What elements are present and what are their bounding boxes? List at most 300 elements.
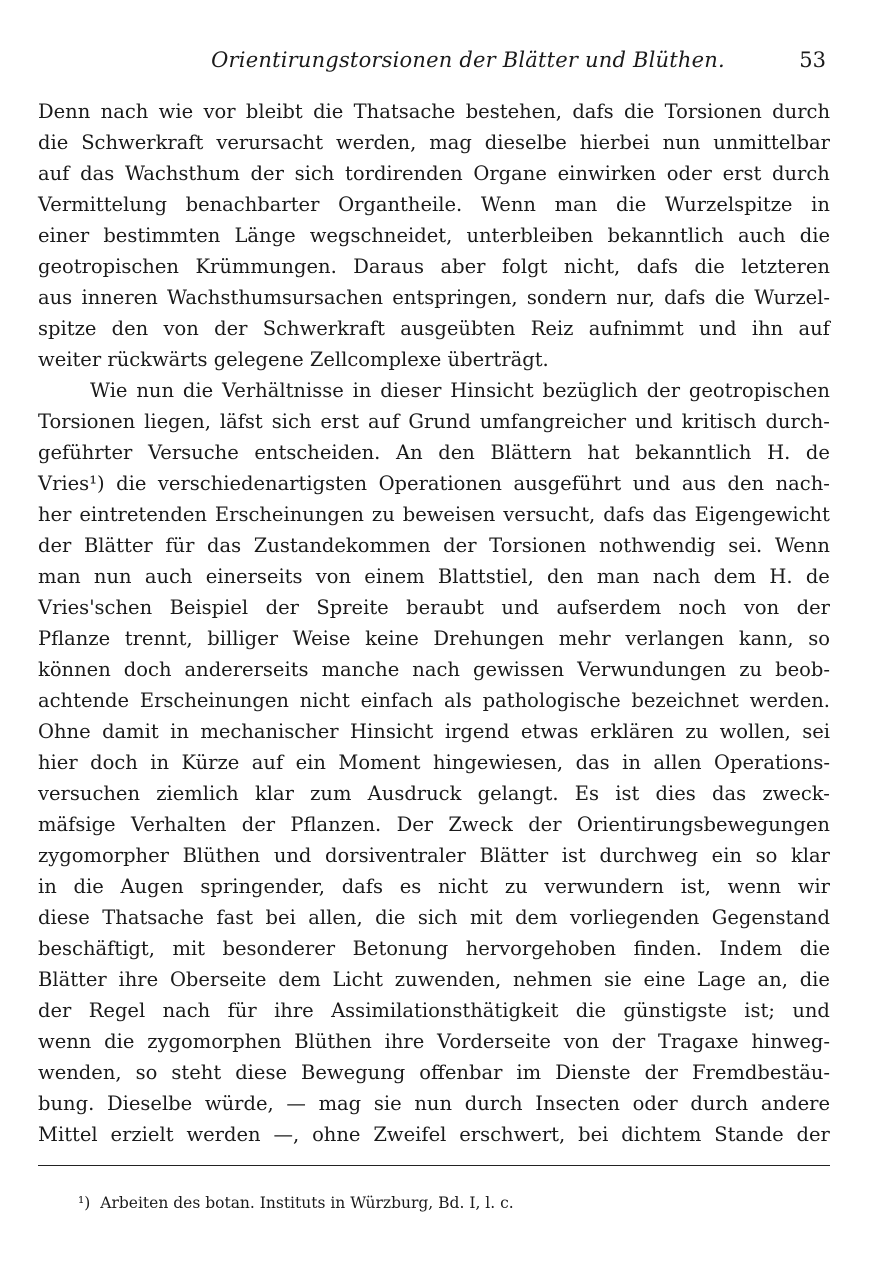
word: Wurzelspitze <box>664 193 793 216</box>
word: hingewiesen, <box>432 751 564 774</box>
text-line <box>38 561 830 592</box>
word: besonderer <box>222 937 336 960</box>
word: Kürze <box>181 751 240 774</box>
word: offenbar <box>419 1061 503 1084</box>
word: bung. <box>38 1092 95 1115</box>
word: zu <box>504 875 528 898</box>
word: Indem <box>719 937 783 960</box>
word: erschwert, <box>459 1123 566 1146</box>
word: manche <box>321 658 400 681</box>
word: dies <box>655 782 696 805</box>
word: Thatsache <box>102 906 204 929</box>
word: hat <box>587 441 620 464</box>
text-line <box>38 1119 830 1150</box>
word: verschiedenartigsten <box>157 472 368 495</box>
text-line <box>38 1026 830 1057</box>
word: hier <box>38 751 78 774</box>
word: sei. <box>728 534 763 557</box>
word: unmittelbar <box>713 131 830 154</box>
word: der <box>611 1030 646 1053</box>
word: aber <box>440 255 486 278</box>
word: einfach <box>360 689 434 712</box>
word: Vorderseite <box>437 1030 551 1053</box>
word: Vermittelung <box>38 193 167 216</box>
word: wollen, <box>719 720 791 743</box>
word: Erscheinungen <box>214 503 364 526</box>
word: die <box>375 906 406 929</box>
word: und <box>632 472 671 495</box>
word: Augen <box>120 875 184 898</box>
text-line <box>38 406 830 437</box>
word: dafs <box>603 503 645 526</box>
word: Blätter <box>479 844 549 867</box>
word: tordirenden <box>345 162 463 185</box>
word: Orientirungsbewegungen <box>576 813 830 836</box>
word: damit <box>102 720 159 743</box>
word: nach- <box>775 472 830 495</box>
word: die <box>38 131 69 154</box>
word: auf <box>368 410 400 433</box>
text-line <box>38 778 830 809</box>
word: eine <box>643 968 686 991</box>
word: Blätter <box>38 968 107 991</box>
word: her <box>38 503 72 526</box>
word: in <box>352 379 372 402</box>
word: auch <box>737 224 786 247</box>
text-line <box>38 747 830 778</box>
word: geotropischen <box>38 255 179 278</box>
word: ist; <box>744 999 775 1022</box>
word: ausgeübten <box>400 317 516 340</box>
word: nach <box>100 100 149 123</box>
word: hervorgehoben <box>465 937 617 960</box>
word: Zweck <box>448 813 513 836</box>
word: die <box>799 968 830 991</box>
word: als <box>444 689 472 712</box>
word: ihre <box>118 968 159 991</box>
word: etwas <box>520 720 579 743</box>
word: so <box>808 627 830 650</box>
word: wenden, <box>38 1061 122 1084</box>
word: dafs <box>664 286 706 309</box>
word: durchweg <box>599 844 699 867</box>
word: auf <box>251 751 284 774</box>
word: Wie <box>90 379 128 402</box>
word: Ohne <box>38 720 91 743</box>
word: Blättern <box>490 441 572 464</box>
word: erst <box>320 410 360 433</box>
word: die <box>615 193 647 216</box>
word: dafs <box>636 255 679 278</box>
word: Wachsthumsursachen <box>167 286 384 309</box>
word: in <box>38 875 57 898</box>
text-line <box>38 654 830 685</box>
text-line <box>38 158 830 189</box>
word: ihn <box>751 317 784 340</box>
word: Verhalten <box>130 813 227 836</box>
word: inneren <box>81 286 158 309</box>
word: Spreite <box>316 596 389 619</box>
word: Mittel <box>38 1123 98 1146</box>
word: keine <box>365 627 419 650</box>
footnote-text: Arbeiten des botan. Instituts in Würzburg, Bd. I, l. c. <box>100 1194 514 1212</box>
word: Ausdruck <box>367 782 462 805</box>
word: ihre <box>384 1030 425 1053</box>
word: durch <box>772 100 830 123</box>
word: überträgt. <box>447 348 549 371</box>
word: sie <box>373 1092 402 1115</box>
word: auch <box>144 565 193 588</box>
word: Operationen <box>378 472 502 495</box>
word: das <box>80 162 115 185</box>
word: erzielt <box>110 1123 174 1146</box>
word: dieser <box>380 379 442 402</box>
word: Operations- <box>714 751 830 774</box>
word: der <box>443 534 477 557</box>
word: die <box>73 875 104 898</box>
footnote <box>78 1192 514 1214</box>
word: Es <box>574 782 600 805</box>
word: den <box>727 472 765 495</box>
word: oder <box>666 162 712 185</box>
word: wegschneidet, <box>309 224 453 247</box>
word: aufnimmt <box>588 317 684 340</box>
word: es <box>399 875 422 898</box>
word: der <box>528 813 562 836</box>
word: und <box>635 410 673 433</box>
word: Dienste <box>555 1061 631 1084</box>
word: Schwerkraft <box>262 317 385 340</box>
word: das <box>575 751 610 774</box>
word: man <box>38 565 81 588</box>
word: Pflanzen. <box>290 813 382 836</box>
word: bekanntlich <box>607 224 724 247</box>
running-header <box>38 48 830 82</box>
text-line <box>38 499 830 530</box>
word: Torsionen <box>664 100 762 123</box>
word: Regel <box>88 999 146 1022</box>
word: für <box>227 999 257 1022</box>
word: Wenn <box>480 193 536 216</box>
word: Weise <box>292 627 351 650</box>
word: fast <box>216 906 254 929</box>
word: — <box>286 1092 306 1115</box>
word: einer <box>38 224 90 247</box>
text-line <box>38 840 830 871</box>
word: sich <box>271 410 312 433</box>
word: nehmen <box>512 968 593 991</box>
word: ist <box>561 844 586 867</box>
word: andere <box>760 1092 830 1115</box>
text-line <box>38 313 830 344</box>
word: bezüglich <box>542 379 638 402</box>
text-line <box>38 623 830 654</box>
word: verlangen <box>625 627 725 650</box>
word: Stande <box>714 1123 784 1146</box>
word: Versuche <box>148 441 239 464</box>
word: kritisch <box>681 410 757 433</box>
word: die <box>575 999 607 1022</box>
word: Blüthen <box>182 844 261 867</box>
word: beraubt <box>406 596 484 619</box>
word: zu <box>739 658 763 681</box>
word: verwundern <box>544 875 664 898</box>
word: der <box>796 1123 830 1146</box>
word: der <box>38 534 72 557</box>
word: für <box>165 534 195 557</box>
text-line <box>38 437 830 468</box>
word: vorliegenden <box>570 906 700 929</box>
word: mäfsige <box>38 813 116 836</box>
word: nothwendig <box>598 534 716 557</box>
word: pathologische <box>482 689 621 712</box>
word: sie <box>603 968 632 991</box>
word: dorsiventraler <box>325 844 466 867</box>
word: trennt, <box>124 627 193 650</box>
word: die <box>116 472 147 495</box>
word: Länge <box>234 224 296 247</box>
word: die <box>694 255 725 278</box>
word: die <box>799 224 830 247</box>
word: der <box>214 317 248 340</box>
word: verursacht <box>216 131 324 154</box>
word: nach <box>412 658 460 681</box>
word: die <box>799 937 830 960</box>
text-line <box>38 282 830 313</box>
word: diese <box>235 1061 288 1084</box>
word: letzteren <box>741 255 830 278</box>
word: zu <box>685 720 709 743</box>
word: kann, <box>738 627 794 650</box>
word: Oberseite <box>169 968 267 991</box>
word: dieselbe <box>484 131 567 154</box>
word: können <box>38 658 111 681</box>
word: nach <box>652 565 701 588</box>
text-line <box>38 902 830 933</box>
word: bestehen, <box>465 100 562 123</box>
word: liegen, <box>144 410 211 433</box>
word: so <box>755 844 778 867</box>
word: Blattstiel, <box>437 565 534 588</box>
word: wenn <box>727 875 782 898</box>
word: springender, <box>200 875 325 898</box>
word: geführter <box>38 441 133 464</box>
word: durch <box>464 1092 523 1115</box>
word: im <box>516 1061 542 1084</box>
text-line <box>38 127 830 158</box>
word: Zustandekommen <box>253 534 431 557</box>
text-line <box>38 375 830 406</box>
word: Vries¹) <box>38 472 105 495</box>
word: Torsionen <box>489 534 587 557</box>
word: Wurzel- <box>754 286 830 309</box>
word: nun <box>93 565 132 588</box>
word: einwirken <box>557 162 657 185</box>
word: Licht <box>332 968 383 991</box>
word: entspringen, <box>392 286 518 309</box>
text-line <box>38 468 830 499</box>
text-line <box>38 1057 830 1088</box>
word: die <box>182 379 214 402</box>
text-line <box>38 933 830 964</box>
page-number: 53 <box>799 48 826 72</box>
word: das <box>712 782 747 805</box>
word: doch <box>123 658 172 681</box>
word: beschäftigt, <box>38 937 155 960</box>
word: Vries'schen <box>38 596 153 619</box>
word: sei <box>802 720 830 743</box>
word: einem <box>364 565 425 588</box>
word: ein <box>295 751 326 774</box>
word: dem <box>515 906 558 929</box>
word: klar <box>254 782 294 805</box>
word: zygomorphen <box>147 1030 282 1053</box>
word: einerseits <box>205 565 303 588</box>
word: ziemlich <box>156 782 239 805</box>
word: beob- <box>775 658 830 681</box>
word: Wenn <box>774 534 830 557</box>
word: mag <box>318 1092 362 1115</box>
word: Reiz <box>530 317 574 340</box>
word: Hinsicht <box>350 720 434 743</box>
word: das <box>207 534 242 557</box>
word: nur, <box>616 286 655 309</box>
word: auf <box>38 162 70 185</box>
word: dafs <box>341 875 384 898</box>
text-line <box>38 189 830 220</box>
text-line <box>38 964 830 995</box>
word: unterbleiben <box>466 224 594 247</box>
word: zuwenden, <box>394 968 502 991</box>
word: nun <box>414 1092 453 1115</box>
word: nicht <box>438 875 489 898</box>
word: Drehungen <box>433 627 545 650</box>
word: den <box>547 565 584 588</box>
text-line <box>38 96 830 127</box>
text-line <box>38 344 830 375</box>
word: die <box>313 100 344 123</box>
word: bekanntlich <box>635 441 752 464</box>
text-line <box>38 251 830 282</box>
word: oder <box>632 1092 678 1115</box>
word: von <box>315 565 352 588</box>
word: zygomorpher <box>38 844 169 867</box>
word: Tragaxe <box>657 1030 739 1053</box>
word: irgend <box>444 720 510 743</box>
word: vor <box>203 100 236 123</box>
word: nach <box>162 999 211 1022</box>
word: Insecten <box>535 1092 620 1115</box>
word: dem <box>278 968 321 991</box>
word: Verhältnisse <box>222 379 344 402</box>
word: gelangt. <box>477 782 559 805</box>
word: mag <box>429 131 472 154</box>
word: mit <box>470 906 503 929</box>
word: läfst <box>219 410 263 433</box>
word: Daraus <box>353 255 425 278</box>
word: beweisen <box>402 503 496 526</box>
word: bei <box>265 906 296 929</box>
word: sondern <box>526 286 608 309</box>
word: aufserdem <box>556 596 662 619</box>
word: dem <box>713 565 757 588</box>
word: de <box>805 441 830 464</box>
word: mit <box>172 937 206 960</box>
word: in <box>622 751 641 774</box>
word: Lage <box>697 968 746 991</box>
word: an, <box>757 968 788 991</box>
word: nicht, <box>563 255 621 278</box>
word: Torsionen <box>38 410 136 433</box>
word: Der <box>396 813 434 836</box>
body-text <box>38 96 830 1150</box>
word: bezeichnet <box>631 689 739 712</box>
word: Krümmungen. <box>195 255 337 278</box>
word: Bewegung <box>301 1061 406 1084</box>
word: wie <box>158 100 194 123</box>
word: Zellcomplexe <box>309 348 448 371</box>
text-line <box>38 716 830 747</box>
text-line <box>38 530 830 561</box>
word: steht <box>171 1061 222 1084</box>
word: finden. <box>633 937 702 960</box>
word: würde, <box>204 1092 274 1115</box>
word: so <box>135 1061 158 1084</box>
word: erst <box>722 162 762 185</box>
word: hinweg- <box>751 1030 830 1053</box>
word: Zweifel <box>373 1123 447 1146</box>
word: bestimmten <box>103 224 221 247</box>
word: dafs <box>572 100 614 123</box>
word: erklären <box>589 720 674 743</box>
text-line <box>38 1088 830 1119</box>
word: der <box>796 596 830 619</box>
word: Fremdbestäu- <box>691 1061 830 1084</box>
word: eintretenden <box>79 503 207 526</box>
word: dichtem <box>621 1123 702 1146</box>
word: zum <box>310 782 352 805</box>
word: noch <box>678 596 727 619</box>
running-title: Orientirungstorsionen der Blätter und Blüthen. <box>211 48 725 72</box>
word: der <box>265 596 299 619</box>
word: Grund <box>408 410 471 433</box>
word: die <box>624 100 655 123</box>
word: An <box>396 441 423 464</box>
word: der <box>250 162 284 185</box>
word: das <box>652 503 687 526</box>
word: werden <box>186 1123 261 1146</box>
word: durch <box>772 162 830 185</box>
word: diese <box>38 906 90 929</box>
word: in <box>150 751 170 774</box>
word: entscheiden. <box>254 441 381 464</box>
word: nun <box>662 131 701 154</box>
word: gelegene <box>213 348 310 371</box>
word: die <box>714 286 745 309</box>
word: werden, <box>335 131 417 154</box>
word: Moment <box>338 751 421 774</box>
word: wenn <box>38 1030 92 1053</box>
footnote-divider <box>38 1165 830 1166</box>
word: zu <box>371 503 395 526</box>
word: sich <box>417 906 458 929</box>
word: und <box>698 317 737 340</box>
word: werden. <box>749 689 830 712</box>
word: Verwundungen <box>577 658 727 681</box>
word: der <box>646 379 681 402</box>
text-line <box>38 592 830 623</box>
word: versuchen <box>38 782 141 805</box>
